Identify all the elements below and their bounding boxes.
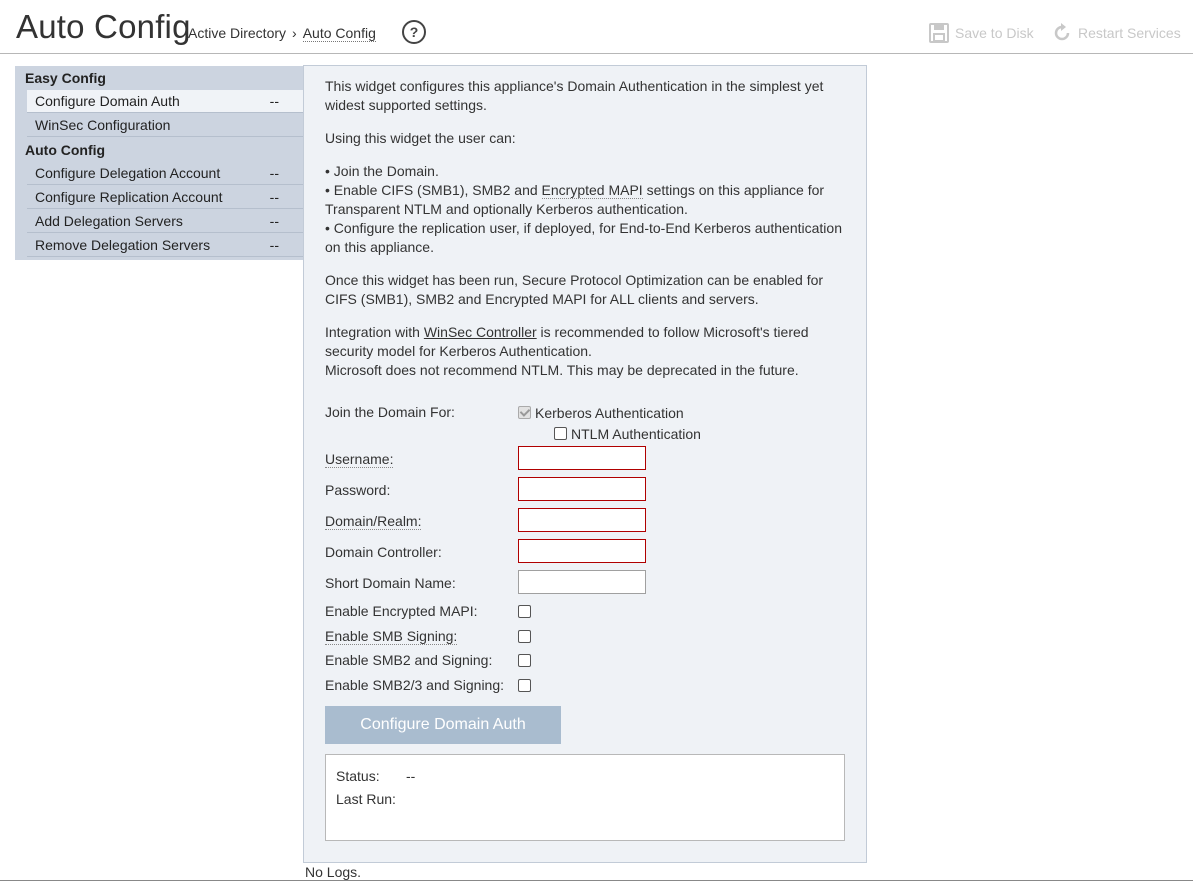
sidebar-item-label: Add Delegation Servers xyxy=(35,213,183,229)
password-label: Password: xyxy=(325,482,391,498)
once-run-text: Once this widget has been run, Secure Protocol Optimization can be enabled for CIFS (SMB1), SMB2 and Encrypted MAPI for ALL clients and servers. xyxy=(325,272,824,307)
kerberos-checkbox[interactable] xyxy=(518,406,531,419)
smb-signing-label-text: Enable SMB Signing: xyxy=(325,628,458,644)
sidebar-item-label: Configure Domain Auth xyxy=(35,93,180,109)
breadcrumb xyxy=(188,25,376,41)
bottom-divider xyxy=(0,880,1193,881)
configure-domain-auth-button[interactable]: Configure Domain Auth xyxy=(325,706,561,744)
restart-services-button[interactable] xyxy=(1052,23,1181,43)
integration-prefix: Integration with xyxy=(325,324,424,340)
bullet-join-domain: • Join the Domain. xyxy=(325,163,439,179)
sidebar-item-status: -- xyxy=(269,165,279,181)
page-header xyxy=(0,0,1193,54)
domain-realm-input[interactable] xyxy=(518,508,646,532)
sidebar-item-status: -- xyxy=(269,237,279,253)
username-label-text: Username: xyxy=(325,451,394,467)
sidebar-group-auto-config: Auto Config xyxy=(25,142,106,158)
sidebar-item-status: -- xyxy=(269,93,279,109)
ntlm-note: Microsoft does not recommend NTLM. This may be deprecated in the future. xyxy=(325,362,799,378)
winsec-controller-link[interactable]: WinSec Controller xyxy=(423,324,537,340)
bullet-text: • Enable CIFS (SMB1), SMB2 and xyxy=(325,182,542,198)
username-input[interactable] xyxy=(518,446,646,470)
last-run-label: Last Run: xyxy=(336,791,396,807)
sidebar-item-label: WinSec Configuration xyxy=(35,117,171,133)
smb23-signing-checkbox[interactable] xyxy=(518,679,531,692)
smb2-signing-checkbox[interactable] xyxy=(518,654,531,667)
encrypted-mapi-label: Enable Encrypted MAPI: xyxy=(325,603,478,619)
sidebar-item-label: Remove Delegation Servers xyxy=(35,237,211,253)
sidebar-group-easy-config: Easy Config xyxy=(25,70,106,86)
join-domain-label: Join the Domain For: xyxy=(325,404,455,420)
sidebar-item-add-delegation-servers[interactable] xyxy=(27,210,304,233)
sidebar-item-label: Configure Delegation Account xyxy=(35,165,221,181)
encrypted-mapi-term: Encrypted MAPI xyxy=(541,182,643,198)
save-to-disk-label: Save to Disk xyxy=(955,25,1034,41)
status-value: -- xyxy=(406,768,416,784)
sidebar-item-configure-replication-account[interactable] xyxy=(27,186,304,209)
restart-icon xyxy=(1052,23,1072,43)
bullet-text: settings on this appliance for Transparent NTLM and optionally Kerberos authentication. xyxy=(325,182,825,217)
intro-text: This widget configures this appliance's Domain Authentication in the simplest yet widest supported settings. xyxy=(325,78,824,113)
smb2-signing-label: Enable SMB2 and Signing: xyxy=(325,652,493,668)
intro-usage-text: Using this widget the user can: xyxy=(325,130,516,146)
bullet-enable-cifs xyxy=(325,181,845,219)
sidebar-item-label: Configure Replication Account xyxy=(35,189,223,205)
ntlm-label: NTLM Authentication xyxy=(571,426,701,442)
ntlm-checkbox[interactable] xyxy=(554,427,567,440)
config-panel xyxy=(303,65,867,863)
bullet-replication-user: • Configure the replication user, if deployed, for End-to-End Kerberos authentication on this appliance. xyxy=(325,220,842,255)
sidebar-item-status: -- xyxy=(269,189,279,205)
sidebar xyxy=(15,66,304,260)
username-label xyxy=(325,451,393,467)
password-input[interactable] xyxy=(518,477,646,501)
sidebar-item-winsec-configuration[interactable] xyxy=(27,114,304,137)
integration-text xyxy=(325,323,845,361)
short-domain-input[interactable] xyxy=(518,570,646,594)
logs-text: No Logs. xyxy=(305,864,362,880)
domain-realm-label-text: Domain/Realm: xyxy=(325,513,422,529)
smb23-signing-label: Enable SMB2/3 and Signing: xyxy=(325,677,505,693)
breadcrumb-active-directory[interactable]: Active Directory xyxy=(188,25,287,41)
floppy-disk-icon xyxy=(929,23,949,43)
save-to-disk-button[interactable] xyxy=(929,23,1034,43)
breadcrumb-separator: › xyxy=(292,25,297,41)
domain-realm-label xyxy=(325,513,421,529)
sidebar-item-status: -- xyxy=(269,213,279,229)
smb-signing-checkbox[interactable] xyxy=(518,630,531,643)
domain-controller-label: Domain Controller: xyxy=(325,544,442,560)
breadcrumb-auto-config[interactable]: Auto Config xyxy=(302,25,376,41)
page-title: Auto Config xyxy=(16,8,191,45)
short-domain-label: Short Domain Name: xyxy=(325,575,456,591)
status-label: Status: xyxy=(336,768,380,784)
encrypted-mapi-checkbox[interactable] xyxy=(518,605,531,618)
help-icon[interactable]: ? xyxy=(402,20,426,44)
sidebar-item-configure-delegation-account[interactable] xyxy=(27,162,304,185)
restart-services-label: Restart Services xyxy=(1078,25,1181,41)
smb-signing-label xyxy=(325,628,457,644)
kerberos-label: Kerberos Authentication xyxy=(535,405,684,421)
sidebar-item-configure-domain-auth[interactable] xyxy=(27,90,304,113)
domain-controller-input[interactable] xyxy=(518,539,646,563)
sidebar-item-remove-delegation-servers[interactable] xyxy=(27,234,304,257)
status-box xyxy=(325,754,845,841)
integration-suffix: is recommended to follow Microsoft's tiered security model for Kerberos Authentication. xyxy=(325,324,809,359)
